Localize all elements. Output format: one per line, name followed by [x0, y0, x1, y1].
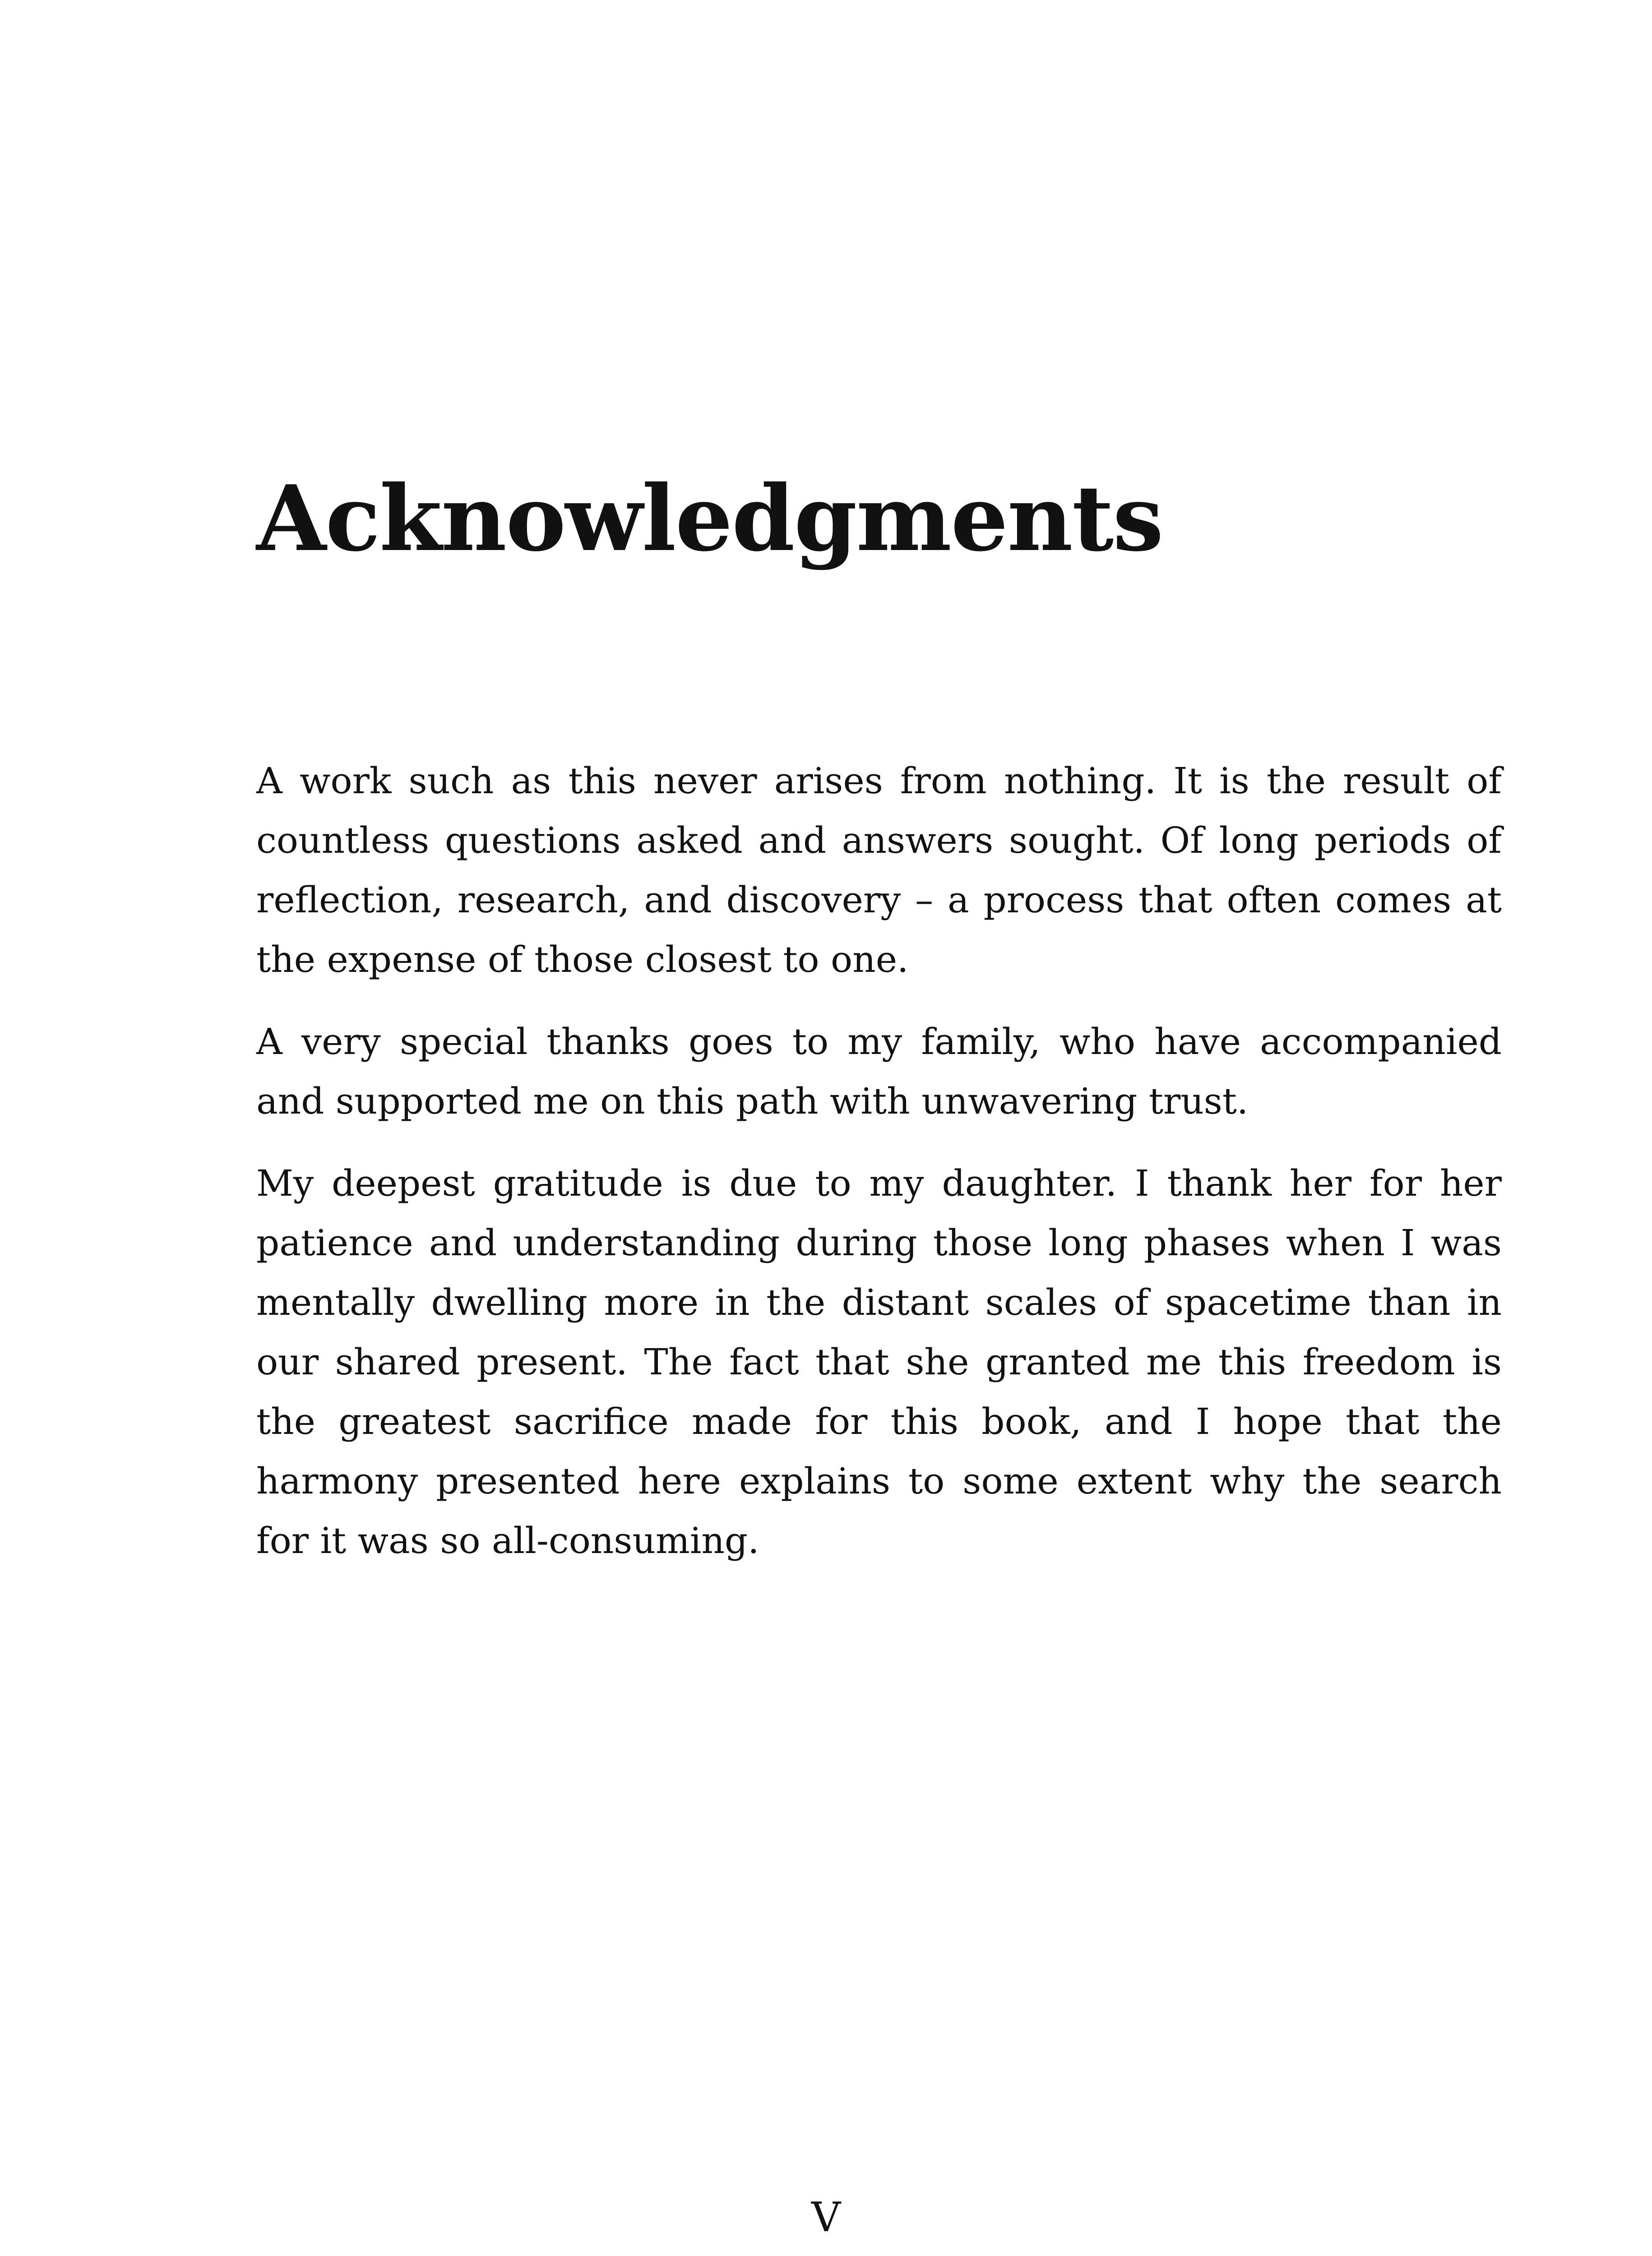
paragraph-family: A very special thanks goes to my family, who have accompanied and supported me on this path with unwavering trust.: [256, 1021, 1502, 1122]
page-number: V: [811, 2194, 841, 2241]
paragraph-intro: A work such as this never arises from nothing. It is the result of countless questions asked and answers sought. Of long periods of reflection, research, and discovery – a process that often comes at the expense of those closest to one.: [256, 760, 1502, 980]
body-text: [256, 751, 1502, 1593]
paragraph-daughter: My deepest gratitude is due to my daughter. I thank her for her patience and understanding during those long phases when I was mentally dwelling more in the distant scales of spacetime than in our shared present. The fact that she granted me this freedom is the greatest sacrifice made for this book, and I hope that the harmony presented here explains to some extent why the search for it was so all-consuming.: [256, 1162, 1502, 1562]
chapter-title: Acknowledgments: [256, 466, 1163, 572]
